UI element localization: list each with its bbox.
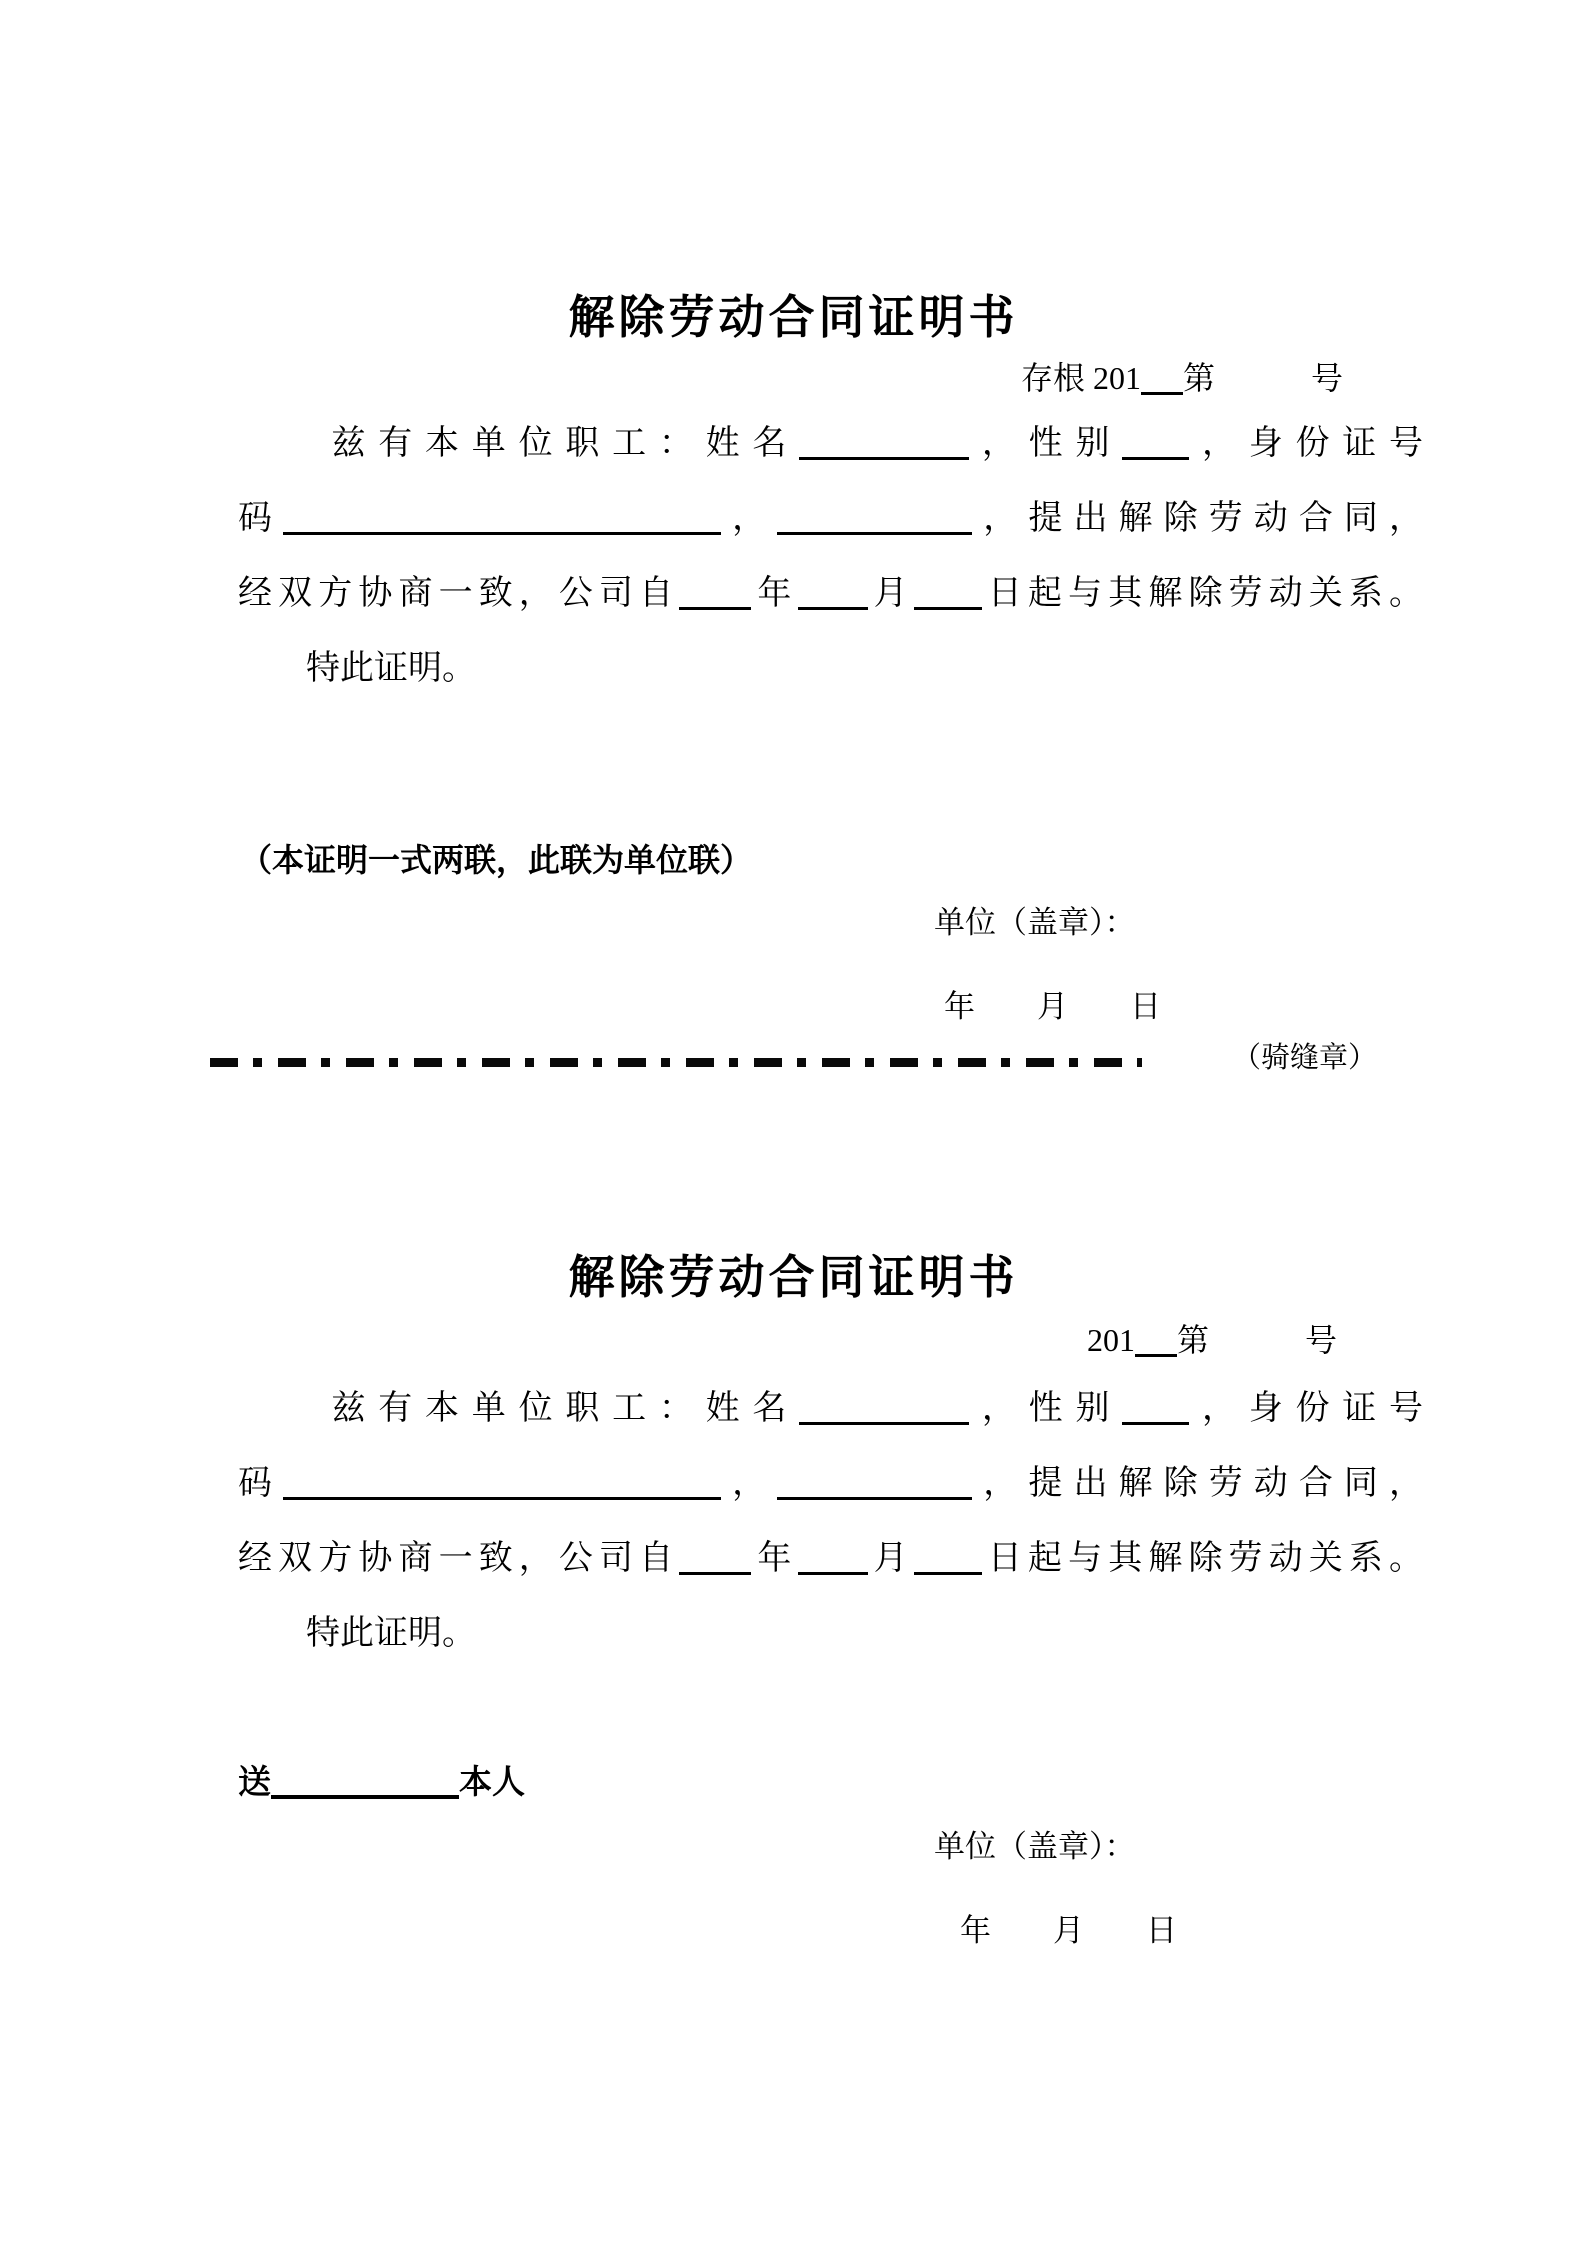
blank-field <box>679 581 751 610</box>
employee-body-line-3 <box>238 1535 1423 1583</box>
deliver-to-line <box>238 1760 525 1806</box>
blank-field <box>799 1396 969 1425</box>
unit-body-line-1 <box>238 420 1423 468</box>
blank-field <box>1135 1328 1177 1357</box>
blank-field <box>283 1471 721 1500</box>
text-run: 兹有本单位职工：姓名 <box>238 425 800 462</box>
text-run: 码 <box>238 1465 284 1502</box>
text-run: 月 <box>867 1540 914 1577</box>
unit-body-line-2 <box>238 495 1423 543</box>
text-run: 送 <box>238 1765 271 1801</box>
employee-body-line-4: 特此证明。 <box>238 1615 476 1652</box>
employee-seal-label: 单位（盖章）： <box>934 1829 1136 1864</box>
text-run: 年 <box>751 575 798 612</box>
blank-field <box>1122 1396 1189 1425</box>
text-run: 201 <box>1086 1322 1135 1358</box>
unit-date-line: 年 月 日 <box>944 989 1161 1024</box>
text-run: 日起与其解除劳动关系。 <box>981 575 1424 612</box>
blank-field <box>777 506 972 535</box>
unit-copy-title: 解除劳动合同证明书 <box>568 292 1019 343</box>
text-run: 码 <box>238 500 284 537</box>
blank-field <box>283 506 721 535</box>
text-run: 年 <box>751 1540 798 1577</box>
tear-line-divider <box>210 1058 1142 1067</box>
text-run: ，提出解除劳动合同， <box>972 500 1424 537</box>
text-run: 经双方协商一致，公司自 <box>238 1540 680 1577</box>
blank-field <box>271 1769 459 1799</box>
text-run: ，身份证号 <box>1189 425 1424 462</box>
unit-body-line-4: 特此证明。 <box>238 650 476 687</box>
blank-field <box>914 581 982 610</box>
seam-seal-label: （骑缝章） <box>1232 1042 1378 1074</box>
copies-note: （本证明一式两联，此联为单位联） <box>240 842 753 878</box>
text-run: 第 号 <box>1182 360 1343 396</box>
text-run: 存根 201 <box>1020 360 1141 396</box>
text-run: 日起与其解除劳动关系。 <box>981 1540 1424 1577</box>
text-run: ，提出解除劳动合同， <box>972 1465 1424 1502</box>
blank-field <box>679 1546 751 1575</box>
blank-field <box>798 581 868 610</box>
employee-copy-serial-line <box>0 1318 1587 1362</box>
unit-body-line-3 <box>238 570 1423 618</box>
text-run: ，性别 <box>969 425 1123 462</box>
text-run: ， <box>721 500 778 537</box>
text-run: ， <box>721 1465 778 1502</box>
text-run: 兹有本单位职工：姓名 <box>238 1390 800 1427</box>
text-run: 经双方协商一致，公司自 <box>238 575 680 612</box>
unit-seal-label: 单位（盖章）： <box>934 905 1136 940</box>
blank-field <box>1141 366 1183 395</box>
unit-copy-serial-line <box>0 356 1587 400</box>
employee-date-line: 年 月 日 <box>960 1913 1177 1948</box>
text-run: ，身份证号 <box>1189 1390 1424 1427</box>
employee-body-line-1 <box>238 1385 1423 1433</box>
blank-field <box>799 431 969 460</box>
blank-field <box>914 1546 982 1575</box>
employee-body-line-2 <box>238 1460 1423 1508</box>
text-run: 月 <box>867 575 914 612</box>
text-run: ，性别 <box>969 1390 1123 1427</box>
blank-field <box>777 1471 972 1500</box>
blank-field <box>798 1546 868 1575</box>
text-run: 本人 <box>459 1765 525 1801</box>
employee-copy-title: 解除劳动合同证明书 <box>568 1252 1019 1303</box>
text-run: 第 号 <box>1176 1322 1337 1358</box>
blank-field <box>1122 431 1189 460</box>
